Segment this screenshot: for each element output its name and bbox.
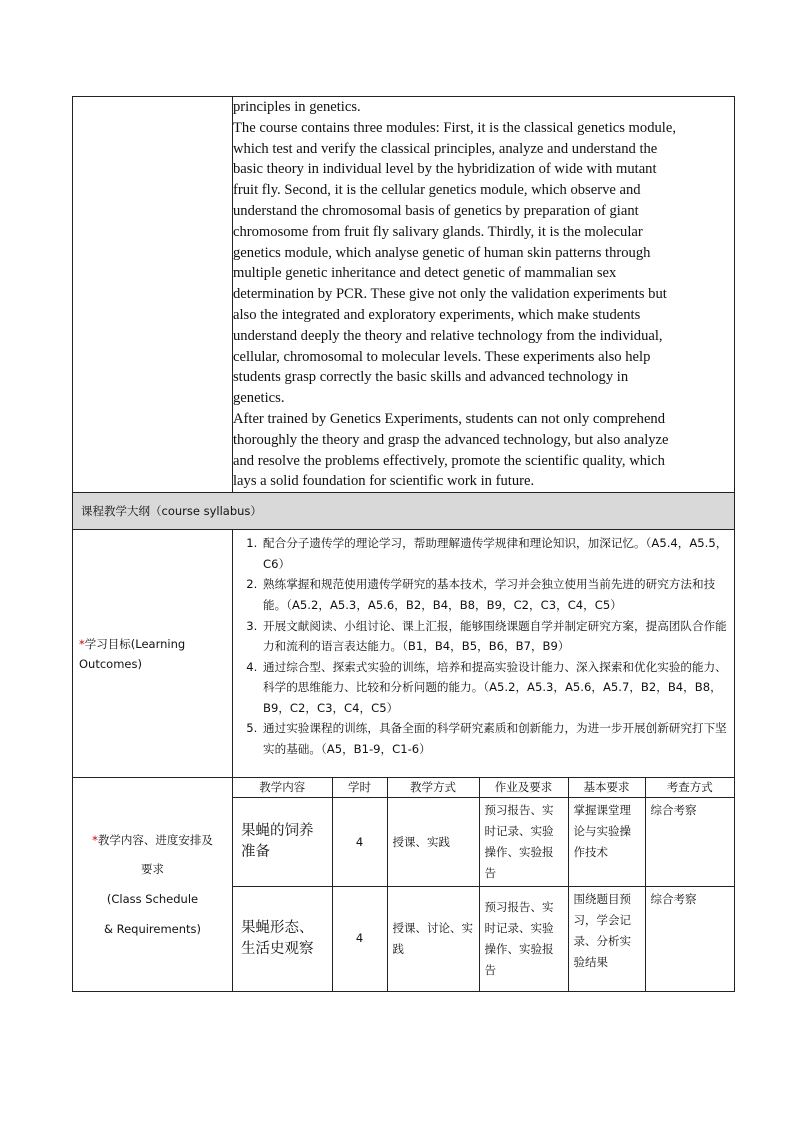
desc-line: multiple genetic inheritance and detect genetic of mammalian sex: [233, 265, 617, 282]
row-method: 授课、讨论、实践: [387, 887, 479, 991]
schedule-label-cn-b: 要求: [141, 861, 164, 876]
row-basic-requirements: 掌握课堂理论与实验操作技术: [568, 798, 645, 887]
learning-outcomes-label-text: 学习目标(Learning Outcomes): [79, 636, 186, 671]
syllabus-header: 课程教学大纲（course syllabus）: [73, 493, 735, 530]
desc-line: understand deeply the theory and relative technology from the individual,: [233, 327, 663, 344]
desc-line: determination by PCR. These give not only the validation experiments but: [233, 286, 667, 303]
row-content: 果蝇形态、生活史观察: [233, 887, 332, 991]
row-assessment: 综合考察: [645, 887, 734, 991]
desc-line: fruit fly. Second, it is the cellular genetics module, which observe and: [233, 182, 641, 199]
desc-line: cellular, chromosomal to molecular levels. These experiments also help: [233, 348, 651, 365]
header-basic-requirements: 基本要求: [568, 778, 645, 798]
header-assessment: 考查方式: [645, 778, 734, 798]
schedule-label: [73, 778, 233, 992]
learning-outcomes-content: [233, 530, 735, 778]
required-star: *: [79, 636, 85, 651]
outcome-item: 3. 开展文献阅读、小组讨论、课上汇报，能够围绕课题自学并制定研究方案，提高团队合作能力和流利的语言表达能力。（B1，B4，B5，B6，B7，B9）: [261, 616, 728, 657]
schedule-row-item: [233, 887, 734, 991]
outcome-item: 4. 通过综合型、探索式实验的训练，培养和提高实验设计能力、深入探索和优化实验的能力、科学的思维能力、比较和分析问题的能力。（A5.2，A5.3，A5.6，A5.7，B2，B4，B8，B9，C2，C3，C4，C5）: [261, 657, 728, 719]
header-content: 教学内容: [233, 778, 332, 798]
desc-line: The course contains three modules: First, it is the classical genetics module,: [233, 119, 676, 136]
required-star: *: [92, 832, 98, 847]
description-paragraph-a: [233, 97, 734, 409]
desc-line: which test and verify the classical principles, analyze and understand the: [233, 140, 658, 157]
description-label-cell: [73, 97, 233, 493]
desc-line: genetics module, which analyse genetic of human skin patterns through: [233, 244, 651, 261]
learning-outcomes-label: [73, 530, 233, 778]
row-homework: 预习报告、实时记录、实验操作、实验报告: [479, 798, 568, 887]
description-row: [73, 97, 735, 493]
desc-line: understand the chromosomal basis of genetics by preparation of giant: [233, 202, 639, 219]
description-paragraph-b: [233, 409, 734, 492]
learning-outcomes-row: [73, 530, 735, 778]
outcome-item: 1. 配合分子遗传学的理论学习，帮助理解遗传学规律和理论知识，加深记忆。（A5.4，A5.5，C6）: [261, 533, 728, 574]
desc-line: also the integrated and exploratory experiments, which make students: [233, 306, 641, 323]
outcome-item: 5. 通过实验课程的训练，具备全面的科学研究素质和创新能力，为进一步开展创新研究打下坚实的基础。（A5，B1-9，C1-6）: [261, 718, 728, 759]
schedule-label-text: 教学内容、进度安排及: [97, 832, 213, 847]
desc-line: chromosome from fruit fly salivary glands. Thirdly, it is the molecular: [233, 223, 643, 240]
schedule-header-row: [233, 778, 734, 798]
header-hours: 学时: [332, 778, 387, 798]
desc-line: basic theory in individual level by the hybridization of wide with mutant: [233, 161, 657, 178]
learning-outcomes-list: [233, 530, 734, 763]
desc-line: thoroughly the theory and grasp the advanced technology, but also analyze: [233, 431, 669, 448]
schedule-content: [233, 778, 735, 992]
row-method: 授课、实践: [387, 798, 479, 887]
syllabus-table: [72, 96, 735, 992]
desc-line: and resolve the problems effectively, promote the scientific quality, which: [233, 452, 665, 469]
schedule-table: [233, 778, 734, 991]
row-hours: 4: [332, 887, 387, 991]
schedule-label-en-a: (Class Schedule: [106, 891, 199, 906]
desc-line: students grasp correctly the basic skills and advanced technology in: [233, 369, 629, 386]
row-homework: 预习报告、实时记录、实验操作、实验报告: [479, 887, 568, 991]
schedule-row-item: [233, 798, 734, 887]
row-assessment: 综合考察: [645, 798, 734, 887]
desc-line: genetics.: [233, 390, 285, 407]
outcome-item: 2. 熟练掌握和规范使用遗传学研究的基本技术，学习并会独立使用当前先进的研究方法和技能。（A5.2，A5.3，A5.6，B2，B4，B8，B9，C2，C3，C4，C5）: [261, 574, 728, 615]
header-homework: 作业及要求: [479, 778, 568, 798]
schedule-row: [73, 778, 735, 992]
row-hours: 4: [332, 798, 387, 887]
desc-line: lays a solid foundation for scientific work in future.: [233, 473, 535, 490]
document-page: [72, 96, 735, 992]
desc-line: After trained by Genetics Experiments, students can not only comprehend: [233, 410, 666, 427]
row-content: 果蝇的饲养准备: [233, 798, 332, 887]
row-basic-requirements: 围绕题目预习，学会记录、分析实验结果: [568, 887, 645, 991]
schedule-label-cn-a: [79, 830, 226, 850]
course-description: [233, 97, 735, 493]
header-method: 教学方式: [387, 778, 479, 798]
desc-line: principles in genetics.: [233, 99, 361, 115]
schedule-label-en-b: & Requirements): [103, 921, 202, 936]
syllabus-header-row: [73, 493, 735, 530]
